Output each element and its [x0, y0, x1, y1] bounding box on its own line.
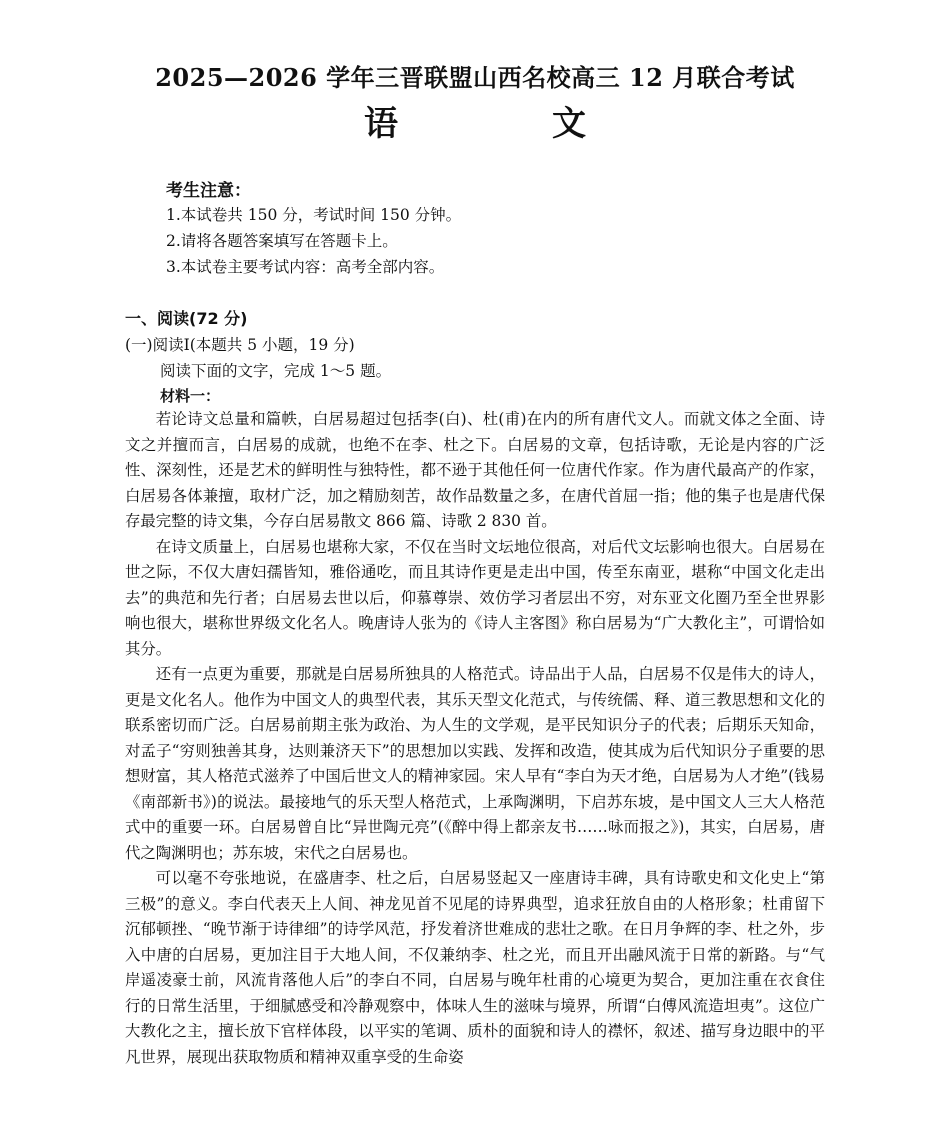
notice-item: 1.本试卷共 150 分，考试时间 150 分钟。	[166, 206, 462, 224]
exam-title: 2025—2026 学年三晋联盟山西名校高三 12 月联合考试	[155, 63, 795, 92]
notice-heading: 考生注意：	[166, 181, 251, 201]
reading-instruction: 阅读下面的文字，完成 1～5 题。	[160, 362, 392, 380]
notice-item: 2.请将各题答案填写在答题卡上。	[166, 232, 398, 250]
passage-paragraph: 若论诗文总量和篇帙，白居易超过包括李(白)、杜(甫)在内的所有唐代文人。而就文体之全面、诗文之并擅而言，白居易的成就，也绝不在李、杜之下。白居易的文章，包括诗歌，无论是内容的广泛性、深刻性，还是艺术的鲜明性与独特性，都不逊于其他任何一位唐代作家。作为唐代最高产的作家，白居易各体兼擅，取材广泛，加之精励刻苦，故作品数量之多，在唐代首屈一指；他的集子也是唐代保存最完整的诗文集，今存白居易散文 866 篇、诗歌 2 830 首。	[125, 410, 825, 530]
reading-passage	[125, 407, 825, 1070]
passage-paragraph: 在诗文质量上，白居易也堪称大家，不仅在当时文坛地位很高，对后代文坛影响也很大。白居易在世之际，不仅大唐妇孺皆知，雅俗通吃，而且其诗作更是走出中国，传至东南亚，堪称“中国文化走出去”的典范和先行者；白居易去世以后，仰慕尊崇、效仿学习者层出不穷，对东亚文化圈乃至全世界影响也很大，堪称世界级文化名人。晚唐诗人张为的《诗人主客图》称白居易为“广大教化主”，可谓恰如其分。	[125, 537, 825, 658]
subject-title: 语 文	[364, 104, 646, 144]
notice-item: 3.本试卷主要考试内容：高考全部内容。	[166, 258, 445, 276]
section-heading: 一、阅读(72 分)	[125, 309, 248, 328]
passage-paragraph: 可以毫不夸张地说，在盛唐李、杜之后，白居易竖起又一座唐诗丰碑，具有诗歌史和文化史上“第三极”的意义。李白代表天上人间、神龙见首不见尾的诗界典型，追求狂放自由的人格形象；杜甫留下沉郁顿挫、“晚节渐于诗律细”的诗学风范，抒发着济世难成的悲壮之歌。在日月争辉的李、杜之外，步入中唐的白居易，更加注目于大地人间，不仅兼纳李、杜之光，而且开出融风流于日常的新路。与“气岸遥凌豪士前，风流肯落他人后”的李白不同，白居易与晚年杜甫的心境更为契合，更加注重在衣食住行的日常生活里，于细腻感受和冷静观察中，体味人生的滋味与境界，所谓“白傅风流造坦夷”。这位广大教化之主，擅长放下官样体段，以平实的笔调、质朴的面貌和诗人的襟怀，叙述、描写身边眼中的平凡世界，展现出获取物质和精神双重享受的生命姿	[125, 869, 825, 1066]
subsection-heading: (一)阅读Ⅰ(本题共 5 小题，19 分)	[125, 336, 355, 354]
passage-paragraph: 还有一点更为重要，那就是白居易所独具的人格范式。诗品出于人品，白居易不仅是伟大的诗人，更是文化名人。他作为中国文人的典型代表，其乐天型文化范式，与传统儒、释、道三教思想和文化的联系密切而广泛。白居易前期主张为政治、为人生的文学观，是平民知识分子的代表；后期乐天知命，对孟子“穷则独善其身，达则兼济天下”的思想加以实践、发挥和改造，使其成为后代知识分子重要的思想财富，其人格范式滋养了中国后世文人的精神家园。宋人早有“李白为天才绝，白居易为人才绝”(钱易《南部新书》)的说法。最接地气的乐天型人格范式，上承陶渊明，下启苏东坡，是中国文人三大人格范式中的重要一环。白居易曾自比“异世陶元亮”(《醉中得上都亲友书……咏而报之》)，其实，白居易，唐代之陶渊明也；苏东坡，宋代之白居易也。	[125, 665, 825, 862]
material-label: 材料一：	[160, 387, 221, 405]
